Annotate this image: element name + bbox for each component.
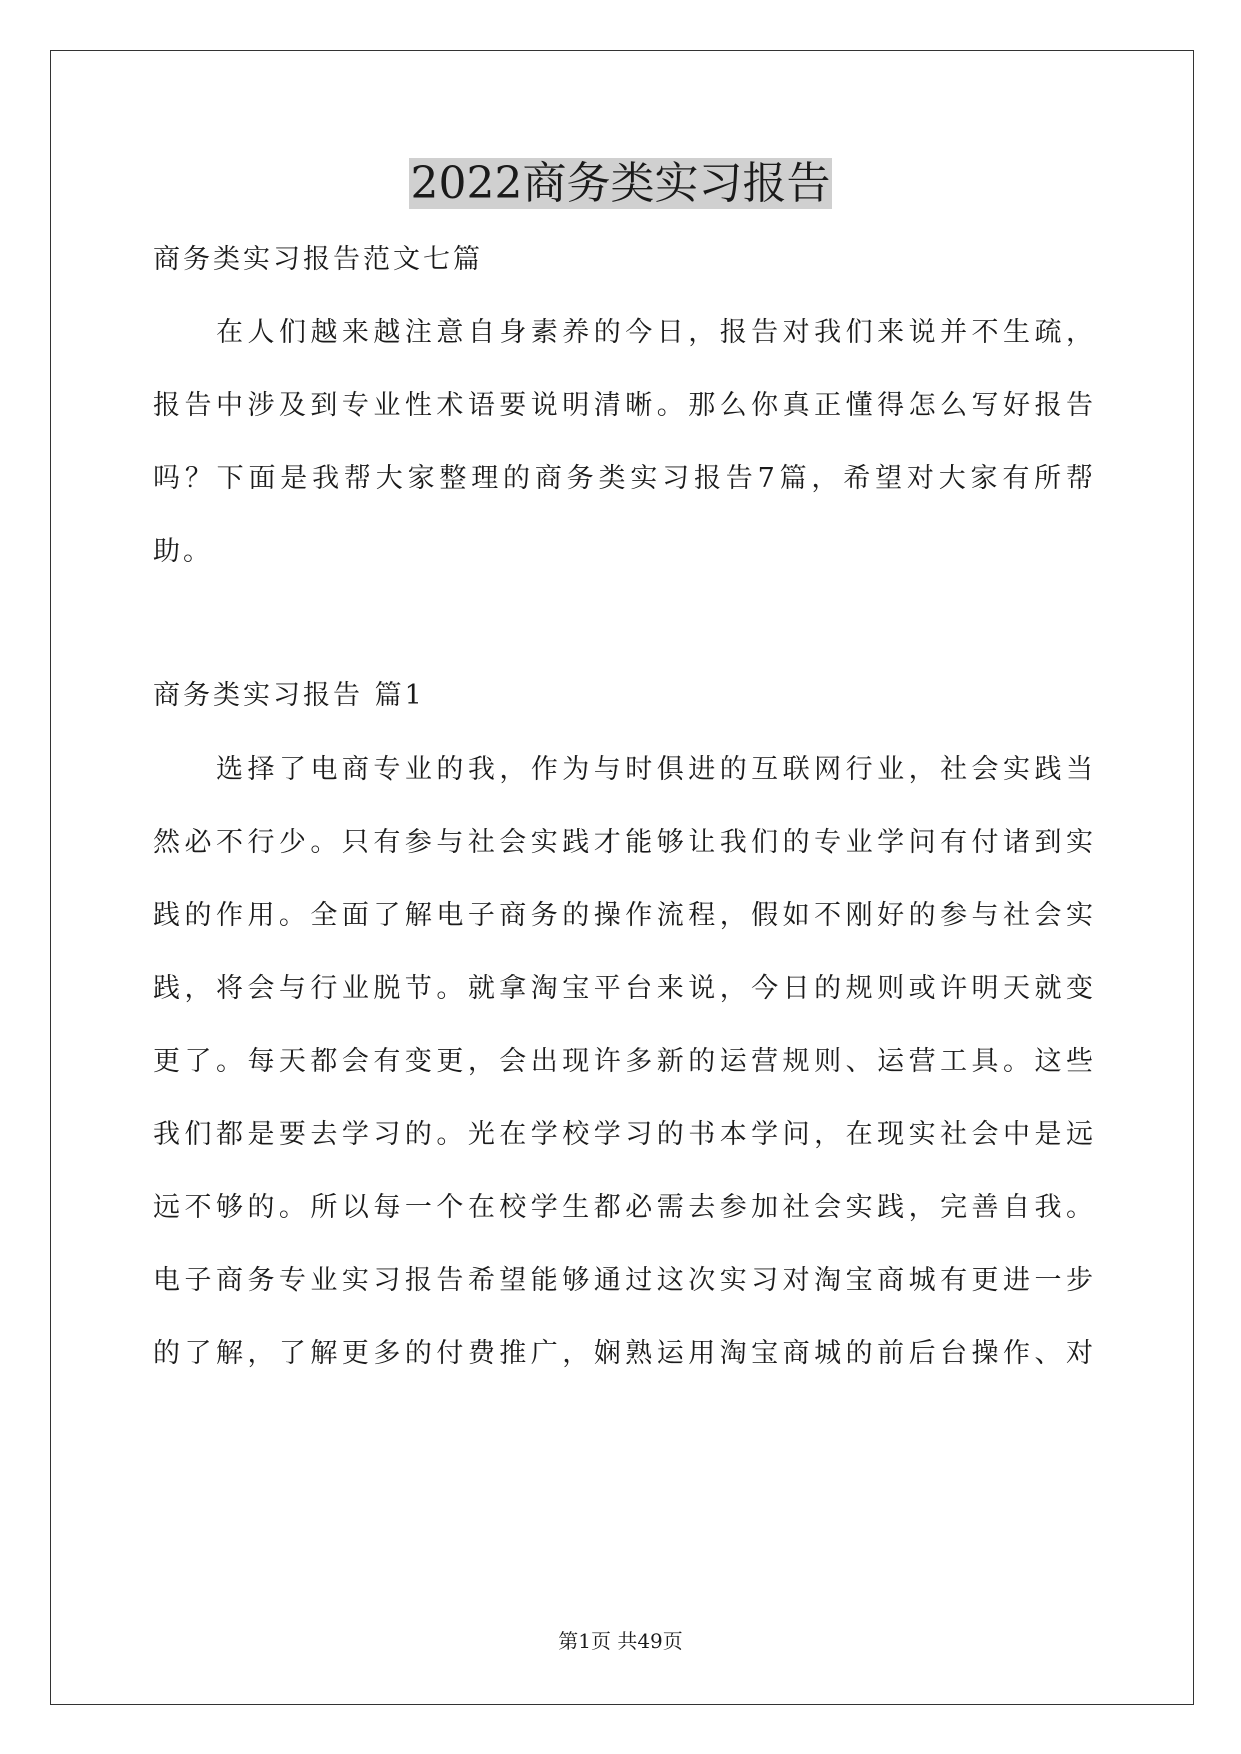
- document-title: 2022商务类实习报告: [410, 158, 831, 209]
- body-line: 践，将会与行业脱节。就拿淘宝平台来说，今日的规则或许明天就变: [153, 973, 1093, 1004]
- intro-line: 吗？下面是我帮大家整理的商务类实习报告7篇，希望对大家有所帮: [153, 463, 1093, 494]
- page-number-footer: 第1页 共49页: [558, 1629, 683, 1653]
- intro-line: 助。: [153, 536, 213, 567]
- body-line: 然必不行少。只有参与社会实践才能够让我们的专业学问有付诸到实: [153, 827, 1093, 858]
- page-border: [50, 50, 1194, 1705]
- body-line: 远不够的。所以每一个在校学生都必需去参加社会实践，完善自我。: [153, 1192, 1093, 1223]
- body-line: 践的作用。全面了解电子商务的操作流程，假如不刚好的参与社会实: [153, 900, 1093, 931]
- document-subtitle: 商务类实习报告范文七篇: [153, 244, 483, 275]
- section-heading: 商务类实习报告 篇1: [153, 680, 425, 711]
- intro-line: 报告中涉及到专业性术语要说明清晰。那么你真正懂得怎么写好报告: [153, 390, 1093, 421]
- body-line: 选择了电商专业的我，作为与时俱进的互联网行业，社会实践当: [216, 754, 1093, 785]
- body-line: 我们都是要去学习的。光在学校学习的书本学问，在现实社会中是远: [153, 1119, 1093, 1150]
- body-line: 电子商务专业实习报告希望能够通过这次实习对淘宝商城有更进一步: [153, 1265, 1093, 1296]
- body-line: 的了解，了解更多的付费推广，娴熟运用淘宝商城的前后台操作、对: [153, 1338, 1093, 1369]
- body-line: 更了。每天都会有变更，会出现许多新的运营规则、运营工具。这些: [153, 1046, 1093, 1077]
- intro-line: 在人们越来越注意自身素养的今日，报告对我们来说并不生疏，: [216, 317, 1093, 348]
